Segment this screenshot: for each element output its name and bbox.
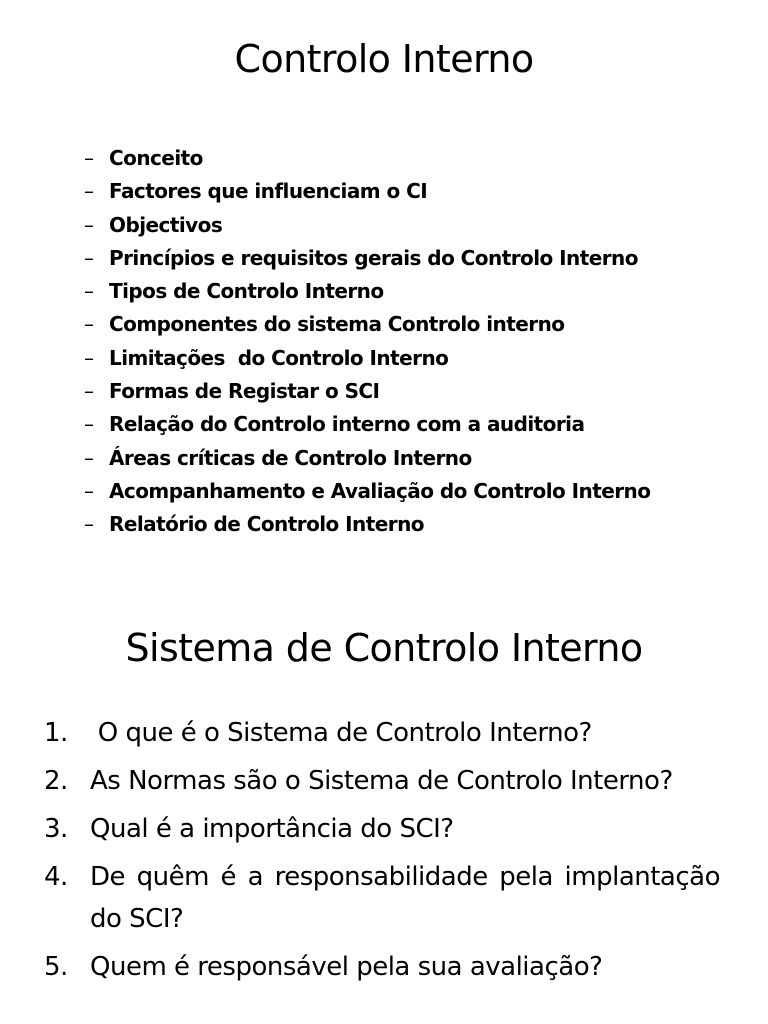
dash-bullet: –	[84, 445, 94, 470]
question-number: 4.	[44, 862, 68, 892]
question-list	[44, 712, 720, 994]
question-text: O que é o Sistema de Controlo Interno?	[90, 718, 592, 748]
list-item	[84, 142, 650, 175]
topic-text: Conceito	[109, 146, 203, 170]
topic-text: Objectivos	[109, 212, 223, 237]
topic-text: Factores que influenciam o CI	[109, 179, 428, 204]
dash-bullet: –	[84, 412, 94, 437]
question-number: 5.	[44, 952, 68, 982]
topic-text: Princípios e requisitos gerais do Controlo Interno	[109, 245, 638, 270]
list-item	[84, 442, 650, 475]
list-item	[84, 408, 650, 441]
list-item	[84, 275, 650, 308]
dash-bullet: –	[84, 379, 94, 404]
question-text: Quem é responsável pela sua avaliação?	[90, 952, 603, 982]
question-text: As Normas são o Sistema de Controlo Interno?	[90, 766, 673, 796]
question-text: Qual é a importância do SCI?	[90, 814, 454, 844]
topic-text: Limitações do Controlo Interno	[109, 345, 449, 370]
topic-text: Relação do Controlo interno com a auditoria	[109, 412, 585, 437]
list-item	[44, 712, 720, 754]
topic-text: Tipos de Controlo Interno	[109, 279, 384, 304]
list-item	[84, 308, 650, 341]
list-item	[84, 475, 650, 508]
list-item	[84, 175, 650, 208]
dash-bullet: –	[84, 512, 94, 537]
list-item	[44, 856, 720, 940]
list-item	[84, 242, 650, 275]
list-item	[84, 342, 650, 375]
dash-bullet: –	[84, 146, 94, 170]
dash-bullet: –	[84, 312, 94, 337]
dash-bullet: –	[84, 245, 94, 270]
question-number: 3.	[44, 814, 68, 844]
list-item	[44, 946, 720, 988]
dash-bullet: –	[84, 279, 94, 304]
dash-bullet: –	[84, 478, 94, 503]
topic-text: Formas de Registar o SCI	[109, 379, 380, 404]
list-item	[84, 508, 650, 541]
topic-list	[84, 142, 650, 542]
list-item	[84, 375, 650, 408]
topic-text: Áreas críticas de Controlo Interno	[109, 445, 472, 470]
question-number: 2.	[44, 766, 68, 796]
topic-text: Relatório de Controlo Interno	[109, 512, 424, 537]
list-item	[44, 760, 720, 802]
list-item	[84, 209, 650, 242]
topic-text: Componentes do sistema Controlo interno	[109, 312, 565, 337]
question-text: De quêm é a responsabilidade pela implantação do SCI?	[90, 862, 720, 934]
slide-2-title: Sistema de Controlo Interno	[125, 626, 643, 670]
slide-1-title: Controlo Interno	[234, 37, 534, 81]
list-item	[44, 808, 720, 850]
topic-text: Acompanhamento e Avaliação do Controlo Interno	[109, 478, 651, 503]
dash-bullet: –	[84, 345, 94, 370]
dash-bullet: –	[84, 179, 94, 204]
dash-bullet: –	[84, 212, 94, 237]
question-number: 1.	[44, 718, 68, 748]
